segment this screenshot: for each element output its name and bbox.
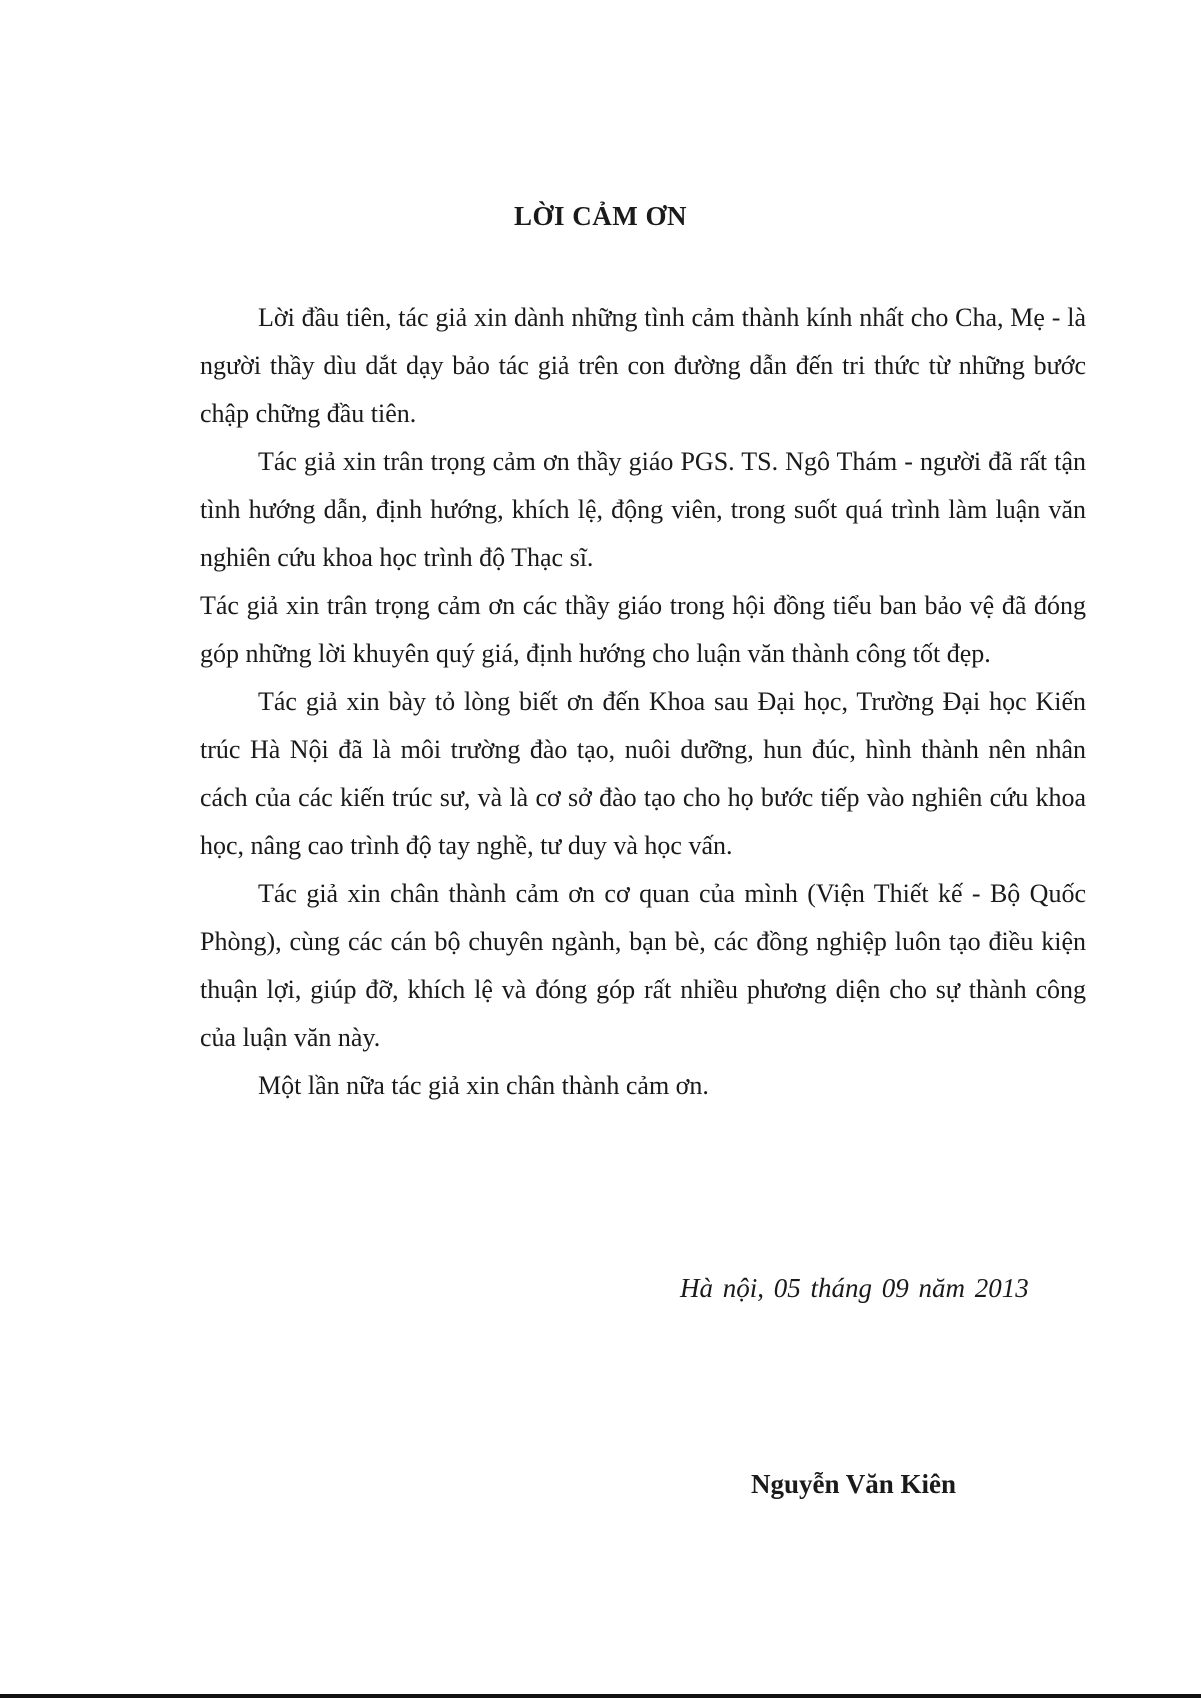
bottom-edge-divider	[0, 1694, 1201, 1698]
paragraph-6: Một lần nữa tác giả xin chân thành cảm ơn.	[258, 1071, 709, 1100]
page-title: LỜI CẢM ƠN	[514, 201, 687, 231]
body-text	[200, 294, 1086, 1110]
paragraph-4: Tác giả xin bày tỏ lòng biết ơn đến Khoa sau Đại học, Trường Đại học Kiến trúc Hà Nội đã là môi trường đào tạo, nuôi dưỡng, hun đúc, hình thành nên nhân cách của các kiến trúc sư, và là cơ sở đào tạo cho họ bước tiếp vào nghiên cứu khoa học, nâng cao trình độ tay nghề, tư duy và học vấn.	[200, 687, 1086, 860]
paragraph-5: Tác giả xin chân thành cảm ơn cơ quan của mình (Viện Thiết kế - Bộ Quốc Phòng), cùng các cán bộ chuyên ngành, bạn bè, các đồng nghiệp luôn tạo điều kiện thuận lợi, giúp đỡ, khích lệ và đóng góp rất nhiều phương diện cho sự thành công của luận văn này.	[200, 879, 1086, 1052]
date-line: Hà nội, 05 tháng 09 năm 2013	[680, 1273, 1029, 1303]
author-signature: Nguyễn Văn Kiên	[751, 1469, 957, 1499]
paragraph-2: Tác giả xin trân trọng cảm ơn thầy giáo PGS. TS. Ngô Thám - người đã rất tận tình hướng dẫn, định hướng, khích lệ, động viên, trong suốt quá trình làm luận văn nghiên cứu khoa học trình độ Thạc sĩ.	[200, 447, 1086, 572]
paragraph-1: Lời đầu tiên, tác giả xin dành những tình cảm thành kính nhất cho Cha, Mẹ - là người thầy dìu dắt dạy bảo tác giả trên con đường dẫn đến tri thức từ những bước chập chững đầu tiên.	[200, 303, 1086, 428]
paragraph-3: Tác giả xin trân trọng cảm ơn các thầy giáo trong hội đồng tiểu ban bảo vệ đã đóng góp những lời khuyên quý giá, định hướng cho luận văn thành công tốt đẹp.	[200, 591, 1086, 668]
